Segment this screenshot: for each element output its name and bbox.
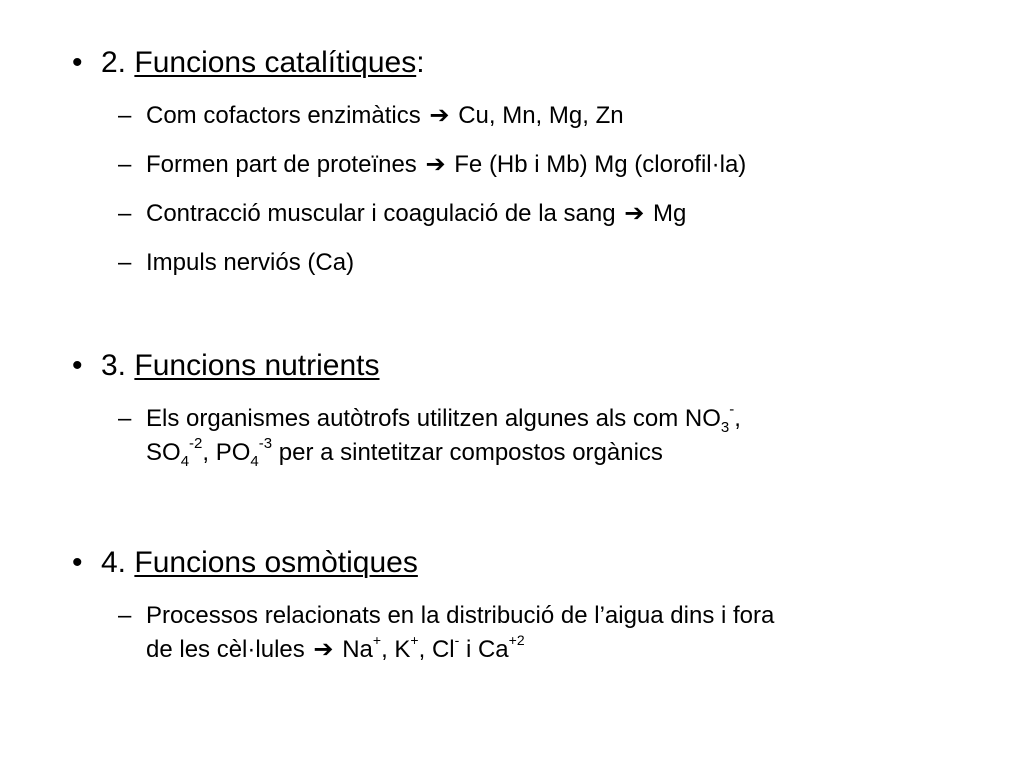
right-arrow-icon: ➔ [429, 102, 450, 129]
item-text: Com cofactors enzimàtics [146, 102, 421, 129]
section-number: 2. [101, 46, 127, 79]
dash-icon: – [118, 151, 132, 178]
bullet-icon: • [72, 46, 83, 79]
subscript: 4 [180, 452, 190, 470]
section-title: Funcions nutrients [134, 349, 380, 382]
item-text: Impuls nerviós (Ca) [146, 249, 355, 276]
superscript: - [729, 401, 735, 418]
item-result: Fe (Hb i Mb) Mg (clorofil·la) [454, 151, 747, 178]
section-title: Funcions catalítiques [134, 46, 417, 79]
section-title: Funcions osmòtiques [134, 546, 418, 579]
item-text-line-1: Processos relacionats en la distribució de l’aigua dins i fora [146, 602, 775, 629]
superscript: -2 [189, 435, 203, 452]
subscript: 4 [250, 452, 259, 470]
section-title-suffix: : [416, 46, 425, 79]
superscript: + [410, 632, 419, 648]
item-result: Mg [653, 200, 687, 227]
item-text: Formen part de proteïnes [146, 151, 417, 178]
bullet-icon: • [72, 546, 83, 579]
subscript: 3 [720, 418, 730, 436]
right-arrow-icon: ➔ [425, 151, 446, 178]
superscript: -3 [258, 435, 273, 452]
bullet-icon: • [72, 349, 83, 382]
dash-icon: – [118, 200, 132, 227]
section-number: 3. [101, 349, 127, 382]
superscript: +2 [508, 632, 525, 648]
dash-icon: – [118, 249, 132, 276]
item-result: Cu, Mn, Mg, Zn [458, 102, 624, 129]
right-arrow-icon: ➔ [313, 636, 334, 663]
section-number: 4. [101, 546, 127, 579]
dash-icon: – [118, 102, 132, 129]
superscript: - [454, 632, 460, 648]
dash-icon: – [118, 405, 132, 432]
dash-icon: – [118, 602, 132, 629]
item-text-line-2: $SO_4^{-2}$, $PO_4^{-3}$ per a sintetitzar compostos orgànics [146, 435, 663, 470]
item-text-line-1: Els organismes autòtrofs utilitzen algunes als com $NO_3^-$, [146, 401, 741, 436]
right-arrow-icon: ➔ [624, 200, 645, 227]
item-text-line-2: de les cèl·lules ➔ Na+, K+, Cl- i $Ca^{+2}$ [146, 633, 968, 667]
item-text: Contracció muscular i coagulació de la sang [146, 200, 616, 227]
superscript: + [372, 632, 382, 648]
